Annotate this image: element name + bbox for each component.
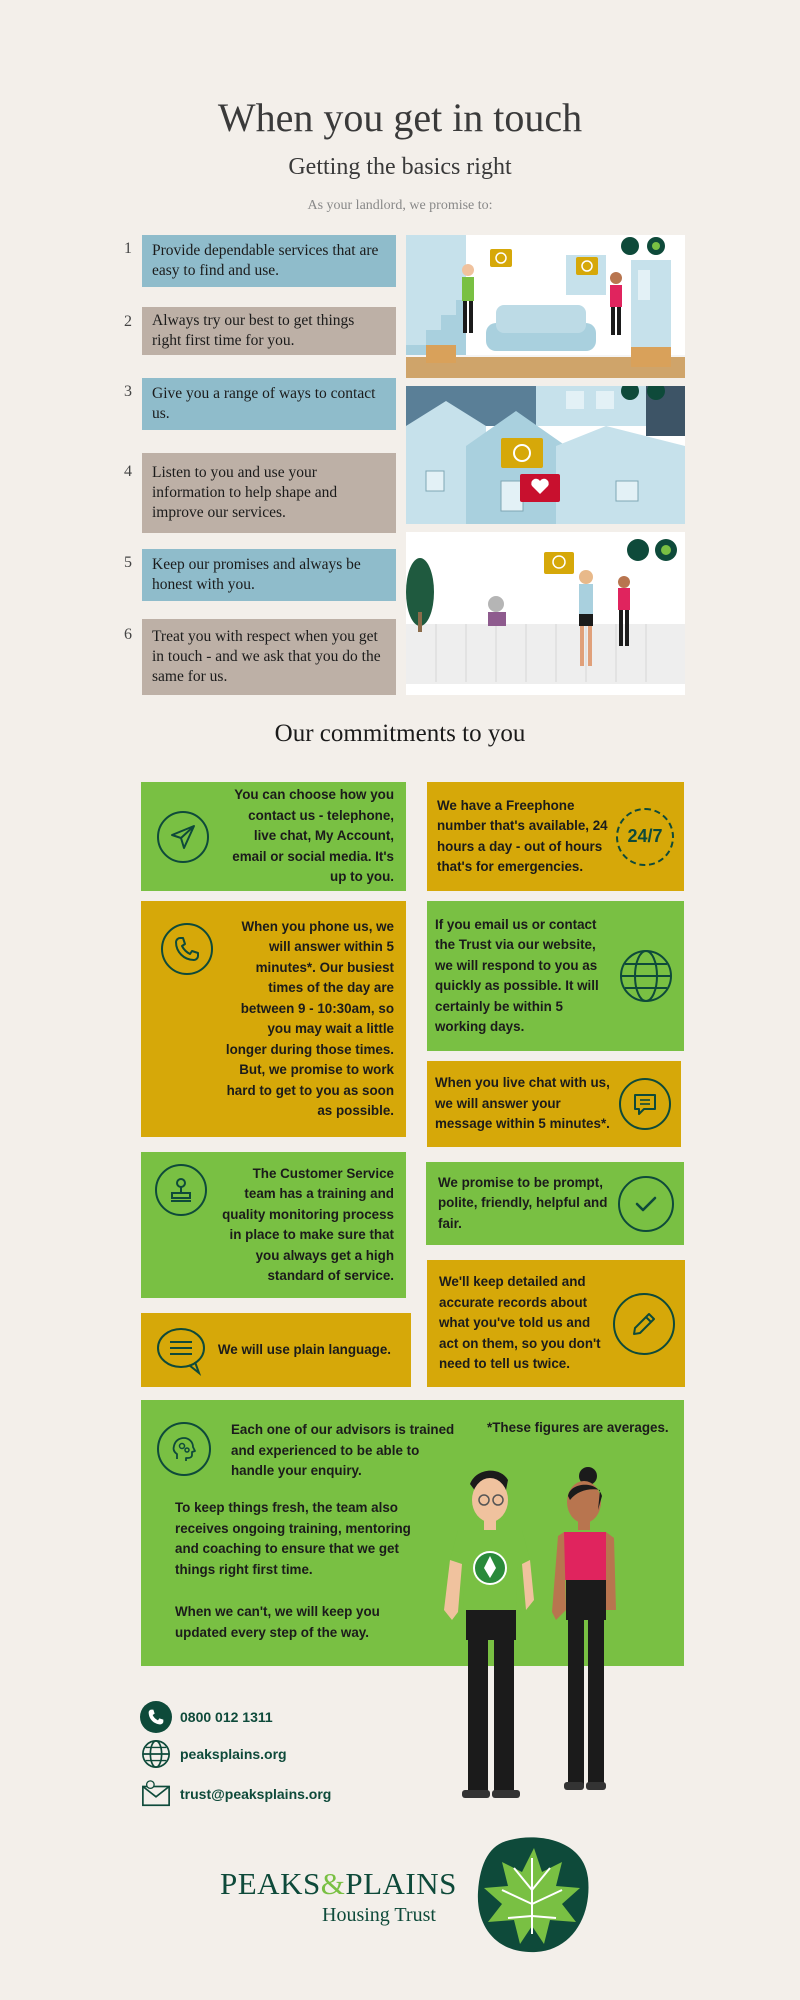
advisors-text-1: Each one of our advisors is trained and experienced to be able to handle your enquiry.	[231, 1422, 455, 1478]
speech-bubble-icon	[155, 1324, 207, 1376]
contact-website-text: peaksplains.org	[180, 1746, 287, 1762]
averages-footnote: *These figures are averages.	[487, 1420, 669, 1435]
commitment-card-freephone	[427, 782, 684, 891]
contact-phone-text: 0800 012 1311	[180, 1709, 273, 1725]
globe-icon	[618, 948, 674, 1004]
envelope-icon	[140, 1778, 172, 1810]
logo-part-1: PEAKS	[220, 1866, 321, 1901]
logo-subtitle: Housing Trust	[322, 1904, 436, 1926]
neighbours-illustration	[406, 532, 685, 695]
promise-item: Listen to you and use your information to help shape and improve our services.	[142, 453, 396, 533]
promise-item: Keep our promises and always be honest with you.	[142, 549, 396, 601]
commitment-text: When you live chat with us, we will answer your message within 5 minutes*.	[435, 1075, 610, 1132]
advisors-text-2: To keep things fresh, the team also receives ongoing training, mentoring and coaching to ensure that we get things right first time.	[175, 1500, 411, 1577]
clock-247-icon	[616, 808, 674, 866]
contact-phone[interactable]	[140, 1701, 273, 1733]
advisors-illustration	[418, 1460, 638, 1800]
logo-wordmark	[220, 1866, 457, 1902]
promise-item: Always try our best to get things right first time for you.	[142, 307, 396, 355]
page-subtitle: Getting the basics right	[288, 154, 512, 180]
houses-illustration	[406, 386, 685, 524]
promise-number: 4	[124, 463, 132, 480]
commitment-card-training	[141, 1152, 406, 1298]
paper-plane-icon	[157, 811, 209, 863]
commitment-card-email	[427, 901, 684, 1051]
commitment-text: We'll keep detailed and accurate records about what you've told us and act on them, so you don't need to tell us twice.	[439, 1274, 601, 1372]
living-room-illustration	[406, 235, 685, 378]
contact-website[interactable]	[140, 1738, 287, 1770]
logo-part-2: PLAINS	[345, 1866, 457, 1901]
commitment-text: We have a Freephone number that's available, 24 hours a day - out of hours that's for emergencies.	[437, 797, 608, 874]
commitment-text: The Customer Service team has a training and quality monitoring process in place to make sure that you always get a high standard of service.	[222, 1165, 394, 1283]
logo-ampersand: &	[320, 1866, 346, 1901]
checkmark-icon	[618, 1176, 674, 1232]
commitment-card-phone	[141, 901, 406, 1137]
page-title: When you get in touch	[217, 95, 583, 140]
commitment-card-plain	[141, 1313, 411, 1387]
leaf-logo-icon	[472, 1834, 592, 1954]
commitment-card-livechat	[427, 1061, 681, 1147]
commitment-text: When you phone us, we will answer within 5 minutes*. Our busiest times of the day are between 9 - 10:30am, so you may wait a little longer during those times. But, we promise to work hard to get to you as soon as possible.	[225, 918, 394, 1118]
commitment-text: We will use plain language.	[217, 1341, 391, 1357]
commitment-text: We promise to be prompt, polite, friendly, helpful and fair.	[438, 1174, 608, 1231]
stamp-icon	[155, 1164, 207, 1216]
contact-email[interactable]	[140, 1778, 331, 1810]
pencil-icon	[613, 1293, 675, 1355]
commitment-text: You can choose how you contact us - telephone, live chat, My Account, email or social media. It's up to you.	[232, 787, 394, 885]
phone-icon	[140, 1701, 172, 1733]
chat-icon	[619, 1078, 671, 1130]
promise-item: Treat you with respect when you get in touch - and we ask that you do the same for us.	[142, 619, 396, 695]
commitment-card-prompt	[426, 1162, 684, 1245]
promise-number: 5	[124, 554, 132, 571]
promise-item: Give you a range of ways to contact us.	[142, 378, 396, 430]
commitments-title: Our commitments to you	[274, 720, 526, 747]
promise-item: Provide dependable services that are easy to find and use.	[142, 235, 396, 287]
promise-number: 2	[124, 313, 132, 330]
contact-email-text: trust@peaksplains.org	[180, 1786, 332, 1802]
clock-247-label: 24/7	[627, 826, 663, 847]
promise-number: 3	[124, 383, 132, 400]
promise-number: 6	[124, 626, 132, 643]
brain-gears-icon	[157, 1422, 211, 1476]
promise-number: 1	[124, 240, 132, 257]
commitment-text: If you email us or contact the Trust via our website, we will respond to you as quickly as possible. It will certainly be within 5 working days.	[435, 916, 599, 1034]
page-intro: As your landlord, we promise to:	[307, 198, 493, 213]
commitment-card-records	[427, 1260, 685, 1387]
commitment-card-choose	[141, 782, 406, 891]
advisors-text-3: When we can't, we will keep you updated every step of the way.	[175, 1604, 380, 1640]
globe-icon	[140, 1738, 172, 1770]
phone-icon	[161, 923, 213, 975]
